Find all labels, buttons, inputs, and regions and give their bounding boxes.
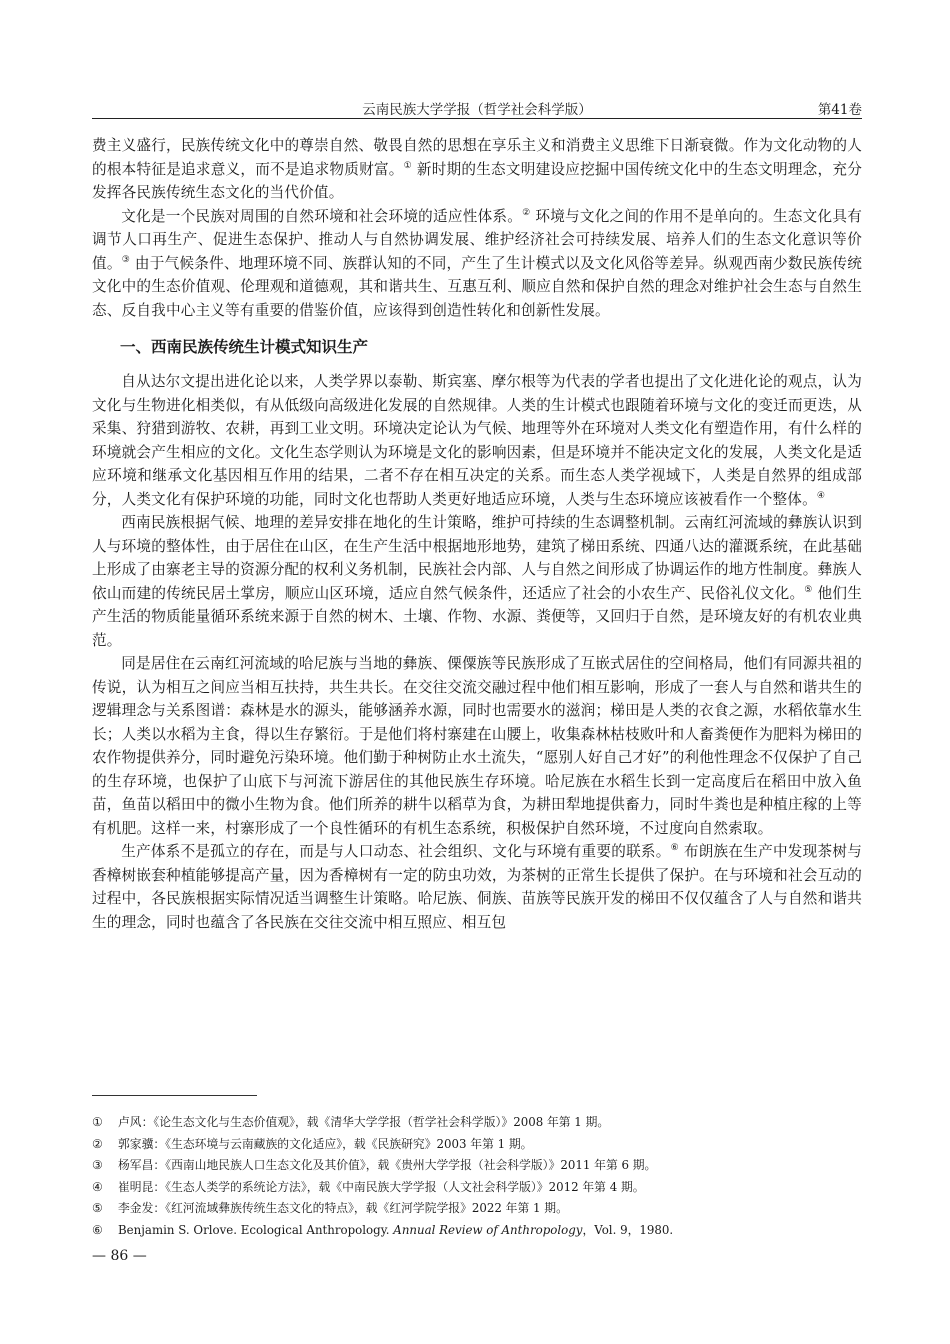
footnote: ① 卢风：《论生态文化与生态价值观》，载《清华大学学报（哲学社会科学版）》2008 年第 1 期。 <box>92 1115 610 1129</box>
footnote-ref[interactable]: ④ <box>816 490 826 501</box>
paragraph: 生产体系不是孤立的存在，而是与人口动态、社会组织、文化与环境有重要的联系。⑥ 布朗族在生产中发现茶树与香樟树嵌套种植能够提高产量，因为香樟树有一定的防虫功效，为茶树的正常生长提供了保护。在与环境和社会互动的过程中，各民族根据实际情况适当调整生计策略。哈尼族、侗族、苗族等民族开发的梯田不仅仅蕴含了人与自然和谐共生的理念，同时也蕴含了各民族在交往交流中相互照应、相互包 <box>92 843 862 931</box>
footnote: ④ 崔明昆：《生态人类学的系统论方法》，载《中南民族大学学报（人文社会科学版）》2012 年第 4 期。 <box>92 1179 645 1194</box>
paragraph: 费主义盛行，民族传统文化中的尊崇自然、敬畏自然的思想在享乐主义和消费主义思维下日渐衰微。作为文化动物的人的根本特征是追求意义，而不是追求物质财富。① 新时期的生态文明建设应挖掘中国传统文化中的生态文明理念，充分发挥各民族传统生态文化的当代价值。 <box>92 137 862 201</box>
page-number: — 86 — <box>92 1248 147 1264</box>
paragraph: 文化是一个民族对周围的自然环境和社会环境的适应性体系。② 环境与文化之间的作用不是单向的。生态文化具有调节人口再生产、促进生态保护、推动人与自然协调发展、维护经济社会可持续发展、培养人们的生态文化意识等价值。③ 由于气候条件、地理环境不同、族群认知的不同，产生了生计模式以及文化风俗等差异。纵观西南少数民族传统文化中的生态价值观、伦理观和道德观，其和谐共生、互惠互利、顺应自然和保护自然的理念对维护社会生态与自然生态、反自我中心主义等有重要的借鉴价值，应该得到创造性转化和创新性发展。 <box>92 207 862 319</box>
footnote-ref[interactable]: ⑥ <box>670 843 679 853</box>
footnotes <box>92 1112 862 1242</box>
article-body <box>92 134 862 934</box>
paragraph: 西南民族根据气候、地理的差异安排在地化的生计策略，维护可持续的生态调整机制。云南红河流域的彝族认识到人与环境的整体性，由于居住在山区，在生产生活中根据地形地势，建筑了梯田系统、四通八达的灌溉系统，在此基础上形成了由寨老主导的资源分配的权利义务机制，民族社会内部、人与自然之间形成了协调运作的地方性制度。彝族人依山而建的传统民居土掌房，顺应山区环境，适应自然气候条件，还适应了社会的小农生产、民俗礼仪文化。⑤ 他们生产生活的物质能量循环系统来源于自然的树木、土壤、作物、水源、粪便等，又回归于自然，是环境友好的有机农业典范。 <box>92 514 862 649</box>
paragraph: 自从达尔文提出进化论以来，人类学界以泰勒、斯宾塞、摩尔根等为代表的学者也提出了文化进化论的观点，认为文化与生物进化相类似，有从低级向高级进化发展的自然规律。人类的生计模式也跟随着环境与文化的变迁而更迭，从采集、狩猎到游牧、农耕，再到工业文明。环境决定论认为气候、地理等外在环境对人类文化有塑造作用，有什么样的环境就会产生相应的文化。文化生态学则认为环境是文化的影响因素，但是环境并不能决定文化的发展，人类文化是适应环境和继承文化基因相互作用的结果，二者不存在相互决定的关系。而生态人类学视域下，人类是自然界的组成部分，人类文化有保护环境的功能，同时文化也帮助人类更好地适应环境，人类与生态环境应该被看作一个整体。④ <box>92 373 862 508</box>
footnote-ref[interactable]: ③ <box>121 254 131 265</box>
journal-title: 云南民族大学学报（哲学社会科学版） <box>362 102 592 118</box>
running-header <box>92 96 862 119</box>
footnote: ⑤ 李金发：《红河流域彝族传统生态文化的特点》，载《红河学院学报》2022 年第 1 期。 <box>92 1201 568 1216</box>
footnote: ② 郭家骥：《生态环境与云南藏族的文化适应》，载《民族研究》2003 年第 1 期。 <box>92 1136 533 1151</box>
footnote-ref[interactable]: ② <box>522 207 531 218</box>
footnote-ref[interactable]: ⑤ <box>804 584 813 595</box>
footnote: ③ 杨军昌：《西南山地民族人口生态文化及其价值》，载《贵州大学学报（社会科学版）》2011 年第 6 期。 <box>92 1158 657 1173</box>
volume-number: 第41卷 <box>817 102 862 118</box>
paragraph: 同是居住在云南红河流域的哈尼族与当地的彝族、傈僳族等民族形成了互嵌式居住的空间格局，他们有同源共祖的传说，认为相互之间应当相互扶持，共生共长。在交往交流交融过程中他们相互影响，形成了一套人与自然和谐共生的逻辑理念与关系图谱：森林是水的源头，能够涵养水源，同时也需要水的滋润；梯田是人类的衣食之源，水稻依靠水生长；人类以水稻为主食，得以生存繁衍。于是他们将村寨建在山腰上，收集森林枯枝败叶和人畜粪便作为肥料为梯田的农作物提供养分，同时避免污染环境。他们勤于种树防止水土流失，“愿别人好自己才好”的利他性理念不仅保护了自己的生存环境，也保护了山底下与河流下游居住的其他民族生存环境。哈尼族在水稻生长到一定高度后在稻田中放入鱼苗，鱼苗以稻田中的微小生物为食。他们所养的耕牛以稻草为食，为耕田犁地提供畜力，同时牛粪也是种植庄稼的上等有机肥。这样一来，村寨形成了一个良性循环的有机生态系统，积极保护自然环境，不过度向自然索取。 <box>92 655 862 837</box>
footnote-divider <box>92 1095 257 1096</box>
footnote: ⑥ Benjamin S. Orlove. Ecological Anthropology. Annual Review of Anthropology，Vol. 9，1980. <box>92 1222 674 1237</box>
footnote-ref[interactable]: ① <box>403 160 412 171</box>
section-heading: 一、西南民族传统生计模式知识生产 <box>120 338 369 356</box>
